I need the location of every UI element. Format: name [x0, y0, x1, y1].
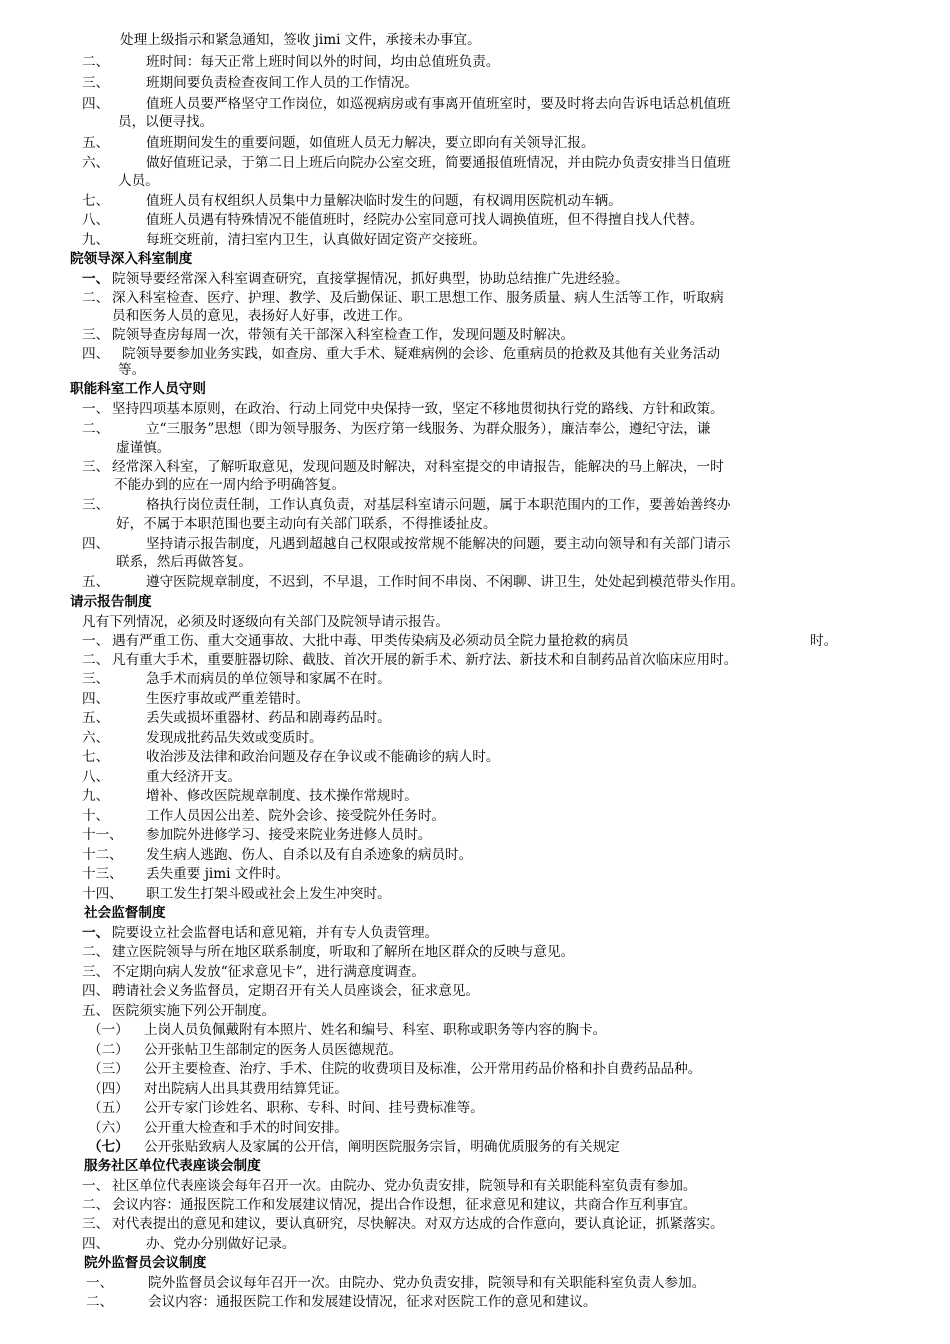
line-text: 格执行岗位责任制，工作认真负责，对基层科室请示问题，属于本职范围内的工作，要善始善终办	[146, 497, 731, 513]
item-number: 二、	[86, 1294, 114, 1310]
line-text: 院要设立社会监督电话和意见箱，并有专人负责管理。	[112, 925, 439, 941]
item-number: 五、	[82, 574, 110, 590]
text-line	[82, 847, 472, 864]
line-text: 院外监督员会议每年召开一次。由院办、党办负责安排，院领导和有关职能科室负责人参加。	[148, 1275, 706, 1291]
text-line	[82, 730, 323, 747]
text-line	[82, 886, 391, 903]
item-number: 二、	[82, 944, 110, 960]
item-number: 八、	[82, 212, 110, 228]
item-number: 九、	[82, 788, 110, 804]
line-text: 遇有严重工伤、重大交通事故、大批中毒、甲类传染病及必须动员全院力量抢救的病员	[112, 633, 629, 649]
text-line	[120, 32, 481, 49]
text-line	[82, 1178, 697, 1195]
text-line	[82, 749, 499, 766]
line-text: 工作人员因公出差、院外会诊、接受院外任务时。	[146, 808, 446, 824]
line-text: 班时间：每天正常上班时间以外的时间，均由总值班负责。	[146, 54, 500, 70]
line-text: 联系，然后再做答复。	[116, 554, 252, 570]
heading-text: 职能科室工作人员守则	[70, 381, 206, 397]
item-number: 五、	[82, 135, 110, 151]
item-number: 一、	[82, 1178, 110, 1194]
text-line	[82, 944, 574, 961]
line-text: 重大经济开支。	[146, 769, 242, 785]
text-line	[82, 710, 391, 727]
item-number: 十四、	[82, 886, 123, 902]
text-line	[82, 135, 595, 152]
text-line	[82, 271, 629, 288]
line-text: 发现成批药品失效或变质时。	[146, 730, 323, 746]
line-text: 急手术而病员的单位领导和家属不在时。	[146, 671, 391, 687]
item-number: 四、	[82, 1236, 110, 1252]
item-number: 二、	[82, 652, 110, 668]
text-line	[82, 827, 431, 844]
text-line	[118, 114, 213, 131]
text-line	[82, 346, 720, 363]
text-line	[82, 497, 731, 514]
text-line	[82, 808, 445, 825]
text-line	[82, 459, 724, 476]
text-line	[82, 671, 391, 688]
line-text: 等。	[118, 362, 146, 378]
line-text: 院领导查房每周一次，带领有关干部深入科室检查工作，发现问题及时解决。	[112, 327, 575, 343]
line-text: 公开张贴致病人及家属的公开信，阐明医院服务宗旨，明确优质服务的有关规定	[144, 1139, 620, 1155]
text-line	[82, 964, 425, 981]
line-text: 坚持四项基本原则，在政治、行动上同党中央保持一致，坚定不移地贯彻执行党的路线、方针和政策。	[112, 401, 724, 417]
text-line	[86, 1294, 597, 1311]
item-number: 十三、	[82, 866, 123, 882]
line-text: 院领导要经常深入科室调查研究，直接掌握情况，抓好典型，协助总结推广先进经验。	[112, 271, 629, 287]
text-line	[118, 173, 159, 190]
text-line	[82, 866, 289, 883]
line-text: 值班人员遇有特殊情况不能值班时，经院办公室同意可找人调换值班，但不得擅自找人代替。	[146, 212, 704, 228]
line-text: 人员。	[118, 173, 159, 189]
item-number: （三）	[88, 1061, 129, 1077]
text-line	[116, 440, 170, 457]
heading-text: 请示报告制度	[70, 594, 152, 610]
item-number: 四、	[82, 346, 110, 362]
text-line	[82, 769, 241, 786]
line-text: 对出院病人出具其费用结算凭证。	[144, 1081, 348, 1097]
line-text: 员和医务人员的意见，表扬好人好事，改进工作。	[112, 308, 412, 324]
line-text: 班期间要负责检查夜间工作人员的工作情况。	[146, 75, 418, 91]
text-line	[86, 1275, 705, 1292]
item-number: 三、	[82, 1216, 110, 1232]
text-line	[82, 155, 731, 172]
item-number: 十二、	[82, 847, 123, 863]
item-number: 四、	[82, 983, 110, 999]
text-line	[82, 54, 499, 71]
line-text: 值班人员有权组织人员集中力量解决临时发生的问题，有权调用医院机动车辆。	[146, 193, 622, 209]
item-number: 二、	[82, 290, 110, 306]
text-line	[82, 536, 731, 553]
item-number: （五）	[88, 1100, 129, 1116]
line-text: 公开主要检查、治疗、手术、住院的收费项目及标准，公开常用药品价格和扑自费药品品种。	[144, 1061, 702, 1077]
text-line	[82, 401, 724, 418]
line-text: 对代表提出的意见和建议，要认真研究，尽快解决。对双方达成的合作意向，要认真论证，抓紧落实。	[112, 1216, 724, 1232]
line-text: 收治涉及法律和政治问题及存在争议或不能确诊的病人时。	[146, 749, 500, 765]
line-text: 深入科室检查、医疗、护理、教学、及后勤保证、职工思想工作、服务质量、病人生活等工作，听取病	[112, 290, 724, 306]
item-number: （二）	[88, 1042, 129, 1058]
text-line	[82, 327, 574, 344]
item-number: 三、	[82, 497, 110, 513]
line-text: 值班期间发生的重要问题，如值班人员无力解决，要立即向有关领导汇报。	[146, 135, 595, 151]
section-heading	[84, 1255, 206, 1272]
line-text: 公开专家门诊姓名、职称、专科、时间、挂号费标准等。	[144, 1100, 484, 1116]
line-text: 不定期向病人发放“征求意见卡”，进行满意度调查。	[112, 964, 425, 980]
item-number: 十一、	[82, 827, 123, 843]
item-number: 三、	[82, 459, 110, 475]
text-line	[88, 1022, 606, 1039]
line-text: 职工发生打架斗殴或社会上发生冲突时。	[146, 886, 391, 902]
line-text: 医院须实施下列公开制度。	[112, 1003, 276, 1019]
text-line	[116, 516, 497, 533]
line-text: 不能办到的应在一周内给予明确答复。	[114, 477, 346, 493]
text-line	[82, 421, 710, 438]
item-number: 一、	[82, 271, 110, 287]
item-number: 四、	[82, 691, 110, 707]
line-text: 时。	[810, 633, 838, 649]
line-text: 员，以便寻找。	[118, 114, 214, 130]
line-text: 虚谨慎。	[116, 440, 171, 456]
line-text: 会议内容：通报医院工作和发展建议情况，提出合作设想，征求意见和建议，共商合作互利事宜。	[112, 1197, 697, 1213]
line-text: 参加院外进修学习、接受来院业务进修人员时。	[146, 827, 432, 843]
line-text: 处理上级指示和紧急通知，签收 jimi 文件，承接未办事宜。	[120, 32, 481, 48]
line-text: 立“三服务”思想（即为领导服务、为医疗第一线服务、为群众服务），廉洁奉公，遵纪守法，谦	[146, 421, 711, 437]
item-number: 十、	[82, 808, 110, 824]
line-text: 公开重大检查和手术的时间安排。	[144, 1120, 348, 1136]
item-number: 二、	[82, 421, 110, 437]
line-text: 增补、修改医院规章制度、技术操作常规时。	[146, 788, 418, 804]
section-heading	[84, 905, 166, 922]
text-line	[82, 1197, 697, 1214]
text-line	[116, 554, 252, 571]
line-text: 每班交班前，清扫室内卫生，认真做好固定资产交接班。	[146, 232, 486, 248]
text-line	[82, 75, 418, 92]
heading-text: 院领导深入科室制度	[70, 251, 193, 267]
item-number: 八、	[82, 769, 110, 785]
text-line	[82, 574, 744, 591]
heading-text: 服务社区单位代表座谈会制度	[84, 1158, 261, 1174]
item-number: （六）	[88, 1120, 129, 1136]
text-line	[82, 193, 622, 210]
line-text: 院领导要参加业务实践，如查房、重大手术、疑难病例的会诊、危重病员的抢救及其他有关业务活动	[122, 346, 721, 362]
text-line	[112, 308, 411, 325]
line-text: 凡有下列情况，必须及时逐级向有关部门及院领导请示报告。	[82, 614, 450, 630]
line-text: 坚持请示报告制度，凡遇到超越自己权限或按常规不能解决的问题，要主动向领导和有关部门请示	[146, 536, 731, 552]
item-number: 二、	[82, 54, 110, 70]
text-line	[82, 232, 486, 249]
item-number: 二、	[82, 1197, 110, 1213]
item-number: 六、	[82, 155, 110, 171]
item-number: 一、	[82, 633, 110, 649]
item-number: 七、	[82, 193, 110, 209]
text-line	[114, 477, 345, 494]
line-text: 上岗人员负佩戴附有本照片、姓名和编号、科室、职称或职务等内容的胸卡。	[144, 1022, 607, 1038]
text-line	[82, 983, 479, 1000]
item-number: （四）	[88, 1081, 129, 1097]
text-line	[82, 1216, 724, 1233]
text-line	[82, 691, 309, 708]
text-line	[88, 1120, 348, 1137]
text-line	[82, 614, 449, 631]
item-number: （一）	[88, 1022, 129, 1038]
text-line	[810, 633, 837, 650]
line-text: 社区单位代表座谈会每年召开一次。由院办、党办负责安排，院领导和有关职能科室负责有参加。	[112, 1178, 697, 1194]
section-heading	[70, 251, 192, 268]
text-line	[82, 652, 737, 669]
section-heading	[70, 594, 152, 611]
line-text: 值班人员要严格坚守工作岗位，如巡视病房或有事离开值班室时，要及时将去向告诉电话总机值班	[146, 96, 731, 112]
text-line	[88, 1042, 402, 1059]
line-text: 好，不属于本职范围也要主动向有关部门联系，不得推诿扯皮。	[116, 516, 497, 532]
text-line	[82, 96, 731, 113]
item-number: 三、	[82, 75, 110, 91]
text-line	[82, 788, 418, 805]
text-line	[82, 925, 438, 942]
line-text: 生医疗事故或严重差错时。	[146, 691, 310, 707]
item-number: 四、	[82, 536, 110, 552]
text-line	[118, 362, 145, 379]
line-text: 建立医院领导与所在地区联系制度，听取和了解所在地区群众的反映与意见。	[112, 944, 575, 960]
text-line	[88, 1100, 484, 1117]
text-line	[82, 212, 703, 229]
line-text: 聘请社会义务监督员，定期召开有关人员座谈会，征求意见。	[112, 983, 480, 999]
item-number: 一、	[82, 401, 110, 417]
text-line	[82, 633, 629, 650]
heading-text: 社会监督制度	[84, 905, 166, 921]
text-line	[82, 1236, 296, 1253]
line-text: 丢失重要 jimi 文件时。	[146, 866, 290, 882]
section-heading	[70, 381, 206, 398]
text-line	[88, 1081, 348, 1098]
item-number: 一、	[82, 925, 110, 941]
line-text: 发生病人逃跑、伤人、自杀以及有自杀迹象的病员时。	[146, 847, 473, 863]
line-text: 公开张帖卫生部制定的医务人员医德规范。	[144, 1042, 403, 1058]
line-text: 做好值班记录，于第二日上班后向院办公室交班，简要通报值班情况，并由院办负责安排当日值班	[146, 155, 731, 171]
item-number: （七）	[88, 1139, 129, 1155]
line-text: 凡有重大手术，重要脏器切除、截肢、首次开展的新手术、新疗法、新技术和自制药品首次临床应用时。	[112, 652, 738, 668]
item-number: 六、	[82, 730, 110, 746]
text-line	[82, 1003, 275, 1020]
item-number: 七、	[82, 749, 110, 765]
item-number: 五、	[82, 1003, 110, 1019]
heading-text: 院外监督员会议制度	[84, 1255, 207, 1271]
item-number: 一、	[86, 1275, 114, 1291]
line-text: 丢失或损坏重器材、药品和剧毒药品时。	[146, 710, 391, 726]
item-number: 三、	[82, 964, 110, 980]
line-text: 会议内容：通报医院工作和发展建设情况，征求对医院工作的意见和建议。	[148, 1294, 597, 1310]
section-heading	[84, 1158, 261, 1175]
item-number: 五、	[82, 710, 110, 726]
text-line	[88, 1061, 701, 1078]
item-number: 三、	[82, 671, 110, 687]
item-number: 九、	[82, 232, 110, 248]
text-line	[88, 1139, 620, 1156]
item-number: 三、	[82, 327, 110, 343]
item-number: 四、	[82, 96, 110, 112]
line-text: 遵守医院规章制度，不迟到，不早退，工作时间不串岗、不闲聊、讲卫生，处处起到模范带头作用。	[146, 574, 745, 590]
text-line	[82, 290, 724, 307]
line-text: 办、党办分别做好记录。	[146, 1236, 296, 1252]
line-text: 经常深入科室，了解听取意见，发现问题及时解决，对科室提交的申请报告，能解决的马上解决，一时	[112, 459, 724, 475]
